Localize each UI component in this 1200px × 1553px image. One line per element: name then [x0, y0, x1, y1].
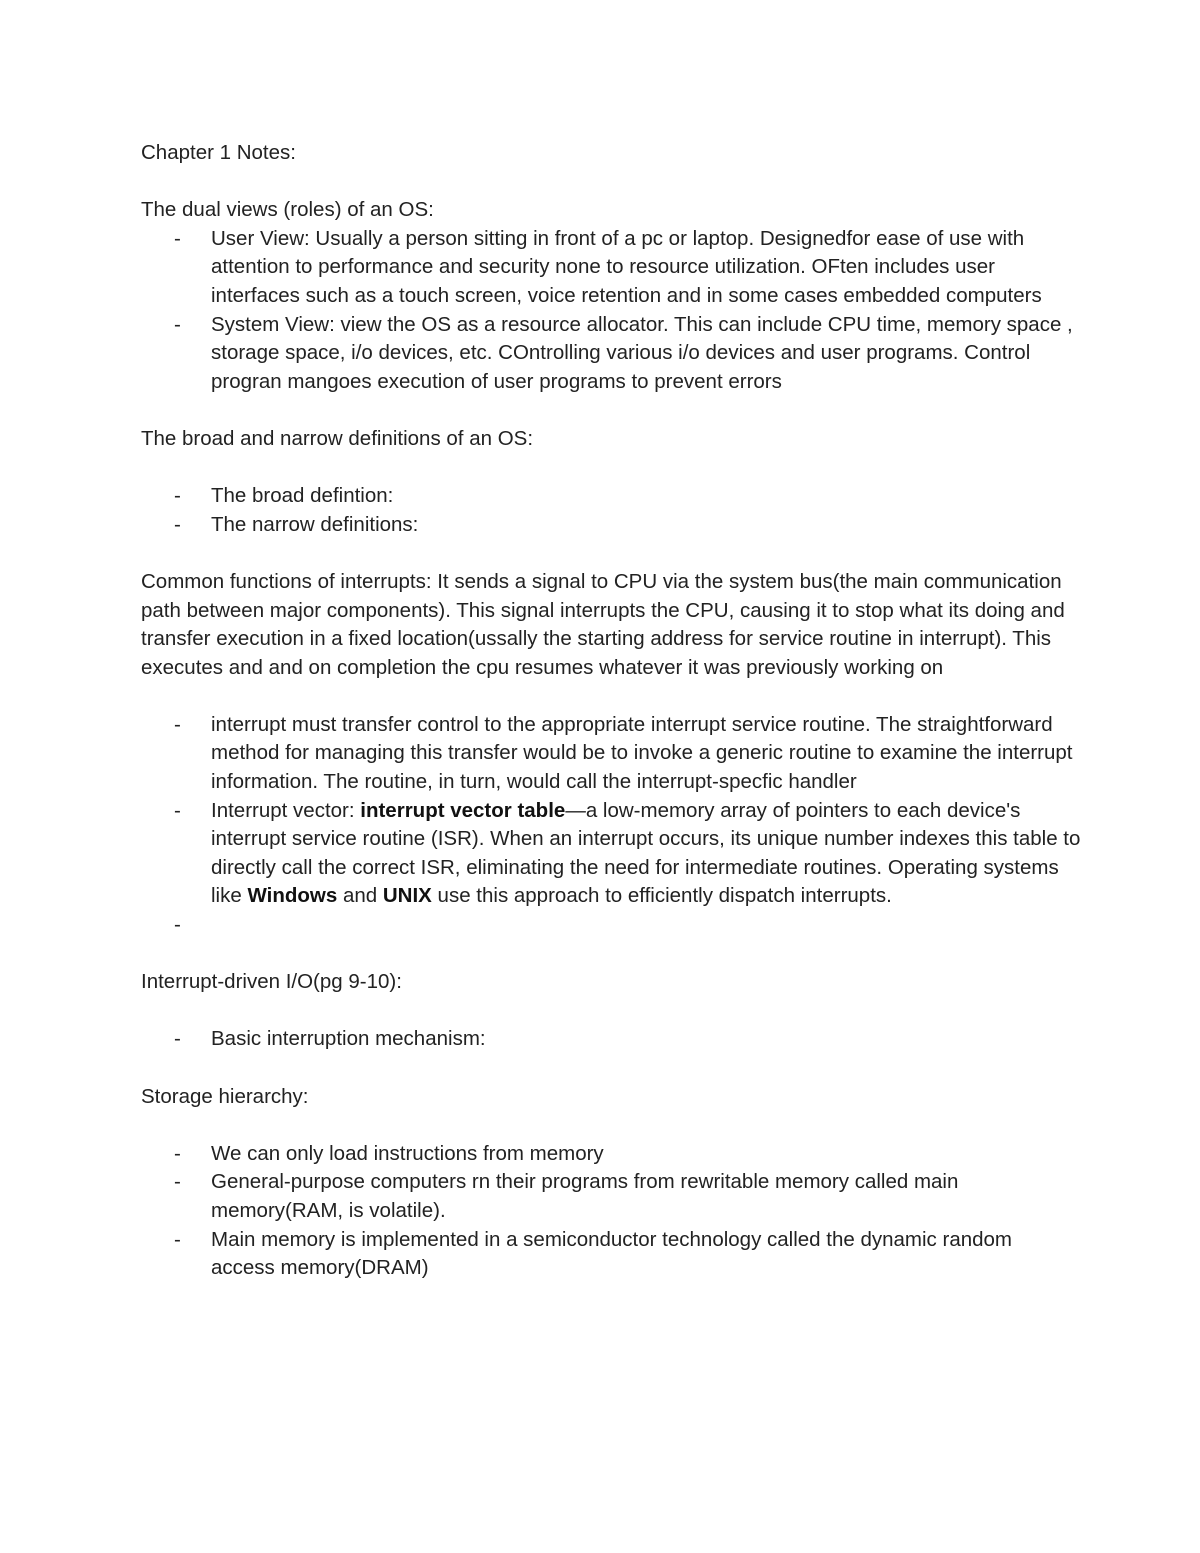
list-item [141, 1226, 1081, 1283]
dual-views-list [141, 225, 1081, 397]
list-item [141, 225, 1081, 311]
list-item-text: The broad defintion: [211, 484, 394, 508]
interrupts-paragraph: Common functions of interrupts: It sends a signal to CPU via the system bus(the main communication path between major components). This signal interrupts the CPU, causing it to stop what its doing and transfer execution in a fixed location(ussally the starting address for service routine in interrupt). This executes and and on completion the cpu resumes whatever it was previously working on [141, 569, 1065, 679]
bold-term: Windows [247, 884, 338, 908]
bold-term: UNIX [382, 884, 432, 908]
bullet-dash: - [174, 913, 181, 937]
list-item [141, 482, 1081, 511]
list-item-text: Basic interruption mechanism: [211, 1027, 486, 1051]
list-item-text [211, 799, 1080, 908]
bullet-dash: - [174, 712, 181, 736]
bullet-dash: - [174, 1227, 181, 1251]
list-item [141, 911, 1081, 940]
list-item [141, 1140, 1081, 1169]
bullet-dash: - [174, 798, 181, 822]
list-item-text: interrupt must transfer control to the appropriate interrupt service routine. The straightforward method for managing this transfer would be to invoke a generic routine to examine the interrupt information. The routine, in turn, would call the interrupt-specfic handler [211, 712, 1073, 794]
list-item [141, 311, 1081, 397]
spacer [141, 997, 1081, 1026]
list-item-text: The narrow definitions: [211, 512, 419, 536]
spacer [141, 396, 1081, 425]
bullet-dash: - [174, 1141, 181, 1165]
storage-heading: Storage hierarchy: [141, 1084, 309, 1108]
list-item [141, 711, 1081, 797]
spacer [141, 1054, 1081, 1083]
list-item [141, 511, 1081, 540]
document-title: Chapter 1 Notes: [141, 141, 296, 164]
spacer [141, 1111, 1081, 1140]
document-page [141, 139, 1081, 1283]
spacer [141, 454, 1081, 483]
text-run: and [337, 884, 383, 908]
bullet-dash: - [174, 512, 181, 536]
bullet-dash: - [174, 226, 181, 250]
storage-list [141, 1140, 1081, 1283]
definitions-list [141, 482, 1081, 539]
bullet-dash: - [174, 1170, 181, 1194]
interrupt-io-heading: Interrupt-driven I/O(pg 9-10): [141, 970, 402, 994]
spacer [141, 539, 1081, 568]
list-item-text [211, 913, 217, 936]
bullet-dash: - [174, 312, 181, 336]
list-item-text: User View: Usually a person sitting in front of a pc or laptop. Designedfor ease of use with attention to performance and security none to resource utilization. OFten includes user interfaces such as a touch screen, voice retention and in some cases embedded computers [211, 226, 1042, 307]
bullet-dash: - [174, 484, 181, 508]
list-item-text: We can only load instructions from memory [211, 1141, 604, 1165]
spacer [141, 682, 1081, 711]
text-run: Interrupt vector: [211, 798, 361, 822]
definitions-heading: The broad and narrow definitions of an OS: [141, 426, 534, 450]
spacer [141, 940, 1081, 969]
list-item [141, 1025, 1081, 1054]
list-item-text: Main memory is implemented in a semiconductor technology called the dynamic random access memory(DRAM) [211, 1227, 1013, 1280]
dual-views-heading: The dual views (roles) of an OS: [141, 198, 434, 222]
bullet-dash: - [174, 1027, 181, 1051]
list-item-text: System View: view the OS as a resource allocator. This can include CPU time, memory space , storage space, i/o devices, etc. COntrolling various i/o devices and user programs. Control progran mangoes execution of user programs to prevent errors [211, 312, 1073, 393]
text-run: —a low-memory array of pointers to each device's interrupt service routine (ISR). When an interrupt occurs, its unique number indexes this table to directly call the correct ISR, eliminating the need for intermediate routines. Operating systems like [211, 798, 1081, 908]
interrupts-list [141, 711, 1081, 940]
text-run: use this approach to efficiently dispatch interrupts. [431, 884, 892, 908]
list-item [141, 1168, 1081, 1225]
list-item [141, 797, 1081, 911]
bold-term: interrupt vector table [360, 798, 566, 822]
list-item-text: General-purpose computers rn their programs from rewritable memory called main memory(RAM, is volatile). [211, 1170, 959, 1222]
interrupt-io-list [141, 1025, 1081, 1054]
spacer [141, 168, 1081, 197]
